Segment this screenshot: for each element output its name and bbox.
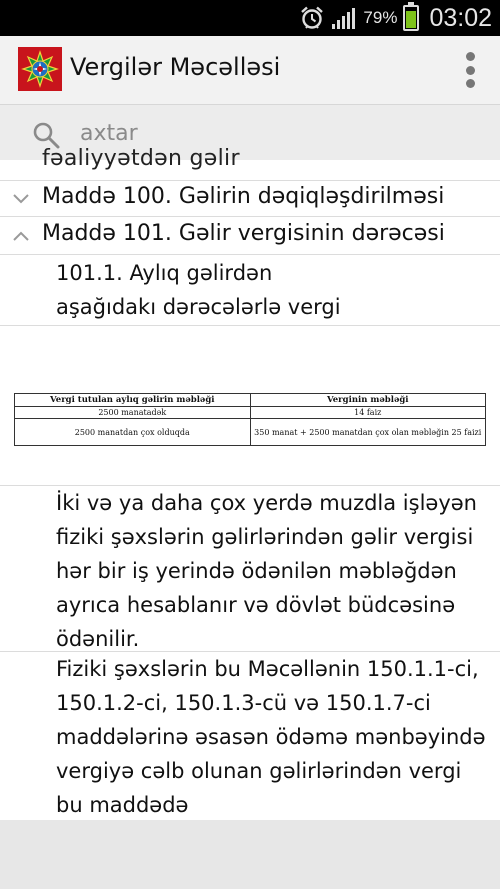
paragraph-text: 101.1. Aylıq gəlirdən aşağıdakı dərəcələrlə vergi	[56, 261, 341, 319]
status-bar	[0, 0, 500, 36]
chevron-up-icon	[12, 229, 30, 243]
table-row	[15, 407, 486, 419]
article-heading: Maddə 101. Gəlir vergisinin dərəcəsi	[42, 221, 445, 246]
alarm-icon	[299, 5, 325, 31]
overflow-dot	[466, 79, 475, 88]
signal-icon	[331, 6, 357, 30]
article-list[interactable]	[0, 146, 500, 820]
clock: 03:02	[429, 3, 492, 32]
battery-icon	[403, 5, 419, 31]
list-item-article-101[interactable]	[0, 218, 500, 255]
tax-rate-table	[14, 393, 486, 446]
empty-footer-area	[0, 820, 500, 889]
overflow-dot	[466, 52, 475, 61]
table-header-row	[15, 394, 486, 407]
table-header-cell: Vergi tutulan aylıq gəlirin məbləği	[15, 394, 251, 407]
list-item-paragraph[interactable]	[0, 256, 500, 326]
list-item-article-100[interactable]	[0, 180, 500, 217]
action-bar	[0, 36, 500, 105]
list-item-table[interactable]	[0, 326, 500, 486]
search-icon	[32, 121, 60, 149]
app-emblem-icon[interactable]	[18, 47, 62, 91]
app-title: Vergilər Məcəlləsi	[70, 53, 281, 81]
list-item-paragraph[interactable]	[0, 486, 500, 652]
table-cell: 14 faiz	[250, 407, 486, 419]
overflow-menu-icon[interactable]	[462, 52, 478, 88]
battery-percent: 79%	[363, 8, 398, 27]
table-header-cell: Verginin məbləği	[250, 394, 486, 407]
emblem-graphic	[18, 47, 62, 91]
table-row	[15, 419, 486, 446]
paragraph-text: İki və ya daha çox yerdə muzdla işləyən fiziki şəxslərin gəlirlərindən gəlir vergisi hər bir iş yerində ödənilən məbləğdən ayrıca hesablanır və dövlət büdcəsinə ödənilir.	[56, 491, 477, 651]
status-icons	[299, 0, 500, 36]
partial-text-line: fəaliyyətdən gəlir	[42, 146, 240, 171]
list-item-paragraph[interactable]	[0, 652, 500, 832]
chevron-down-icon	[12, 192, 30, 206]
article-heading: Maddə 100. Gəlirin dəqiqləşdirilməsi	[42, 184, 445, 209]
table-cell: 2500 manatadək	[15, 407, 251, 419]
overflow-dot	[466, 66, 475, 75]
battery-fill	[406, 11, 416, 28]
paragraph-text: Fiziki şəxslərin bu Məcəllənin 150.1.1-ci, 150.1.2-ci, 150.1.3-cü və 150.1.7-ci maddələrinə əsasən ödəmə mənbəyində vergiyə cəlb olunan gəlirlərindən vergi bu maddədə	[56, 657, 486, 817]
table-cell: 350 manat + 2500 manatdan çox olan məbləğin 25 faizi	[250, 419, 486, 446]
table-cell: 2500 manatdan çox olduqda	[15, 419, 251, 446]
